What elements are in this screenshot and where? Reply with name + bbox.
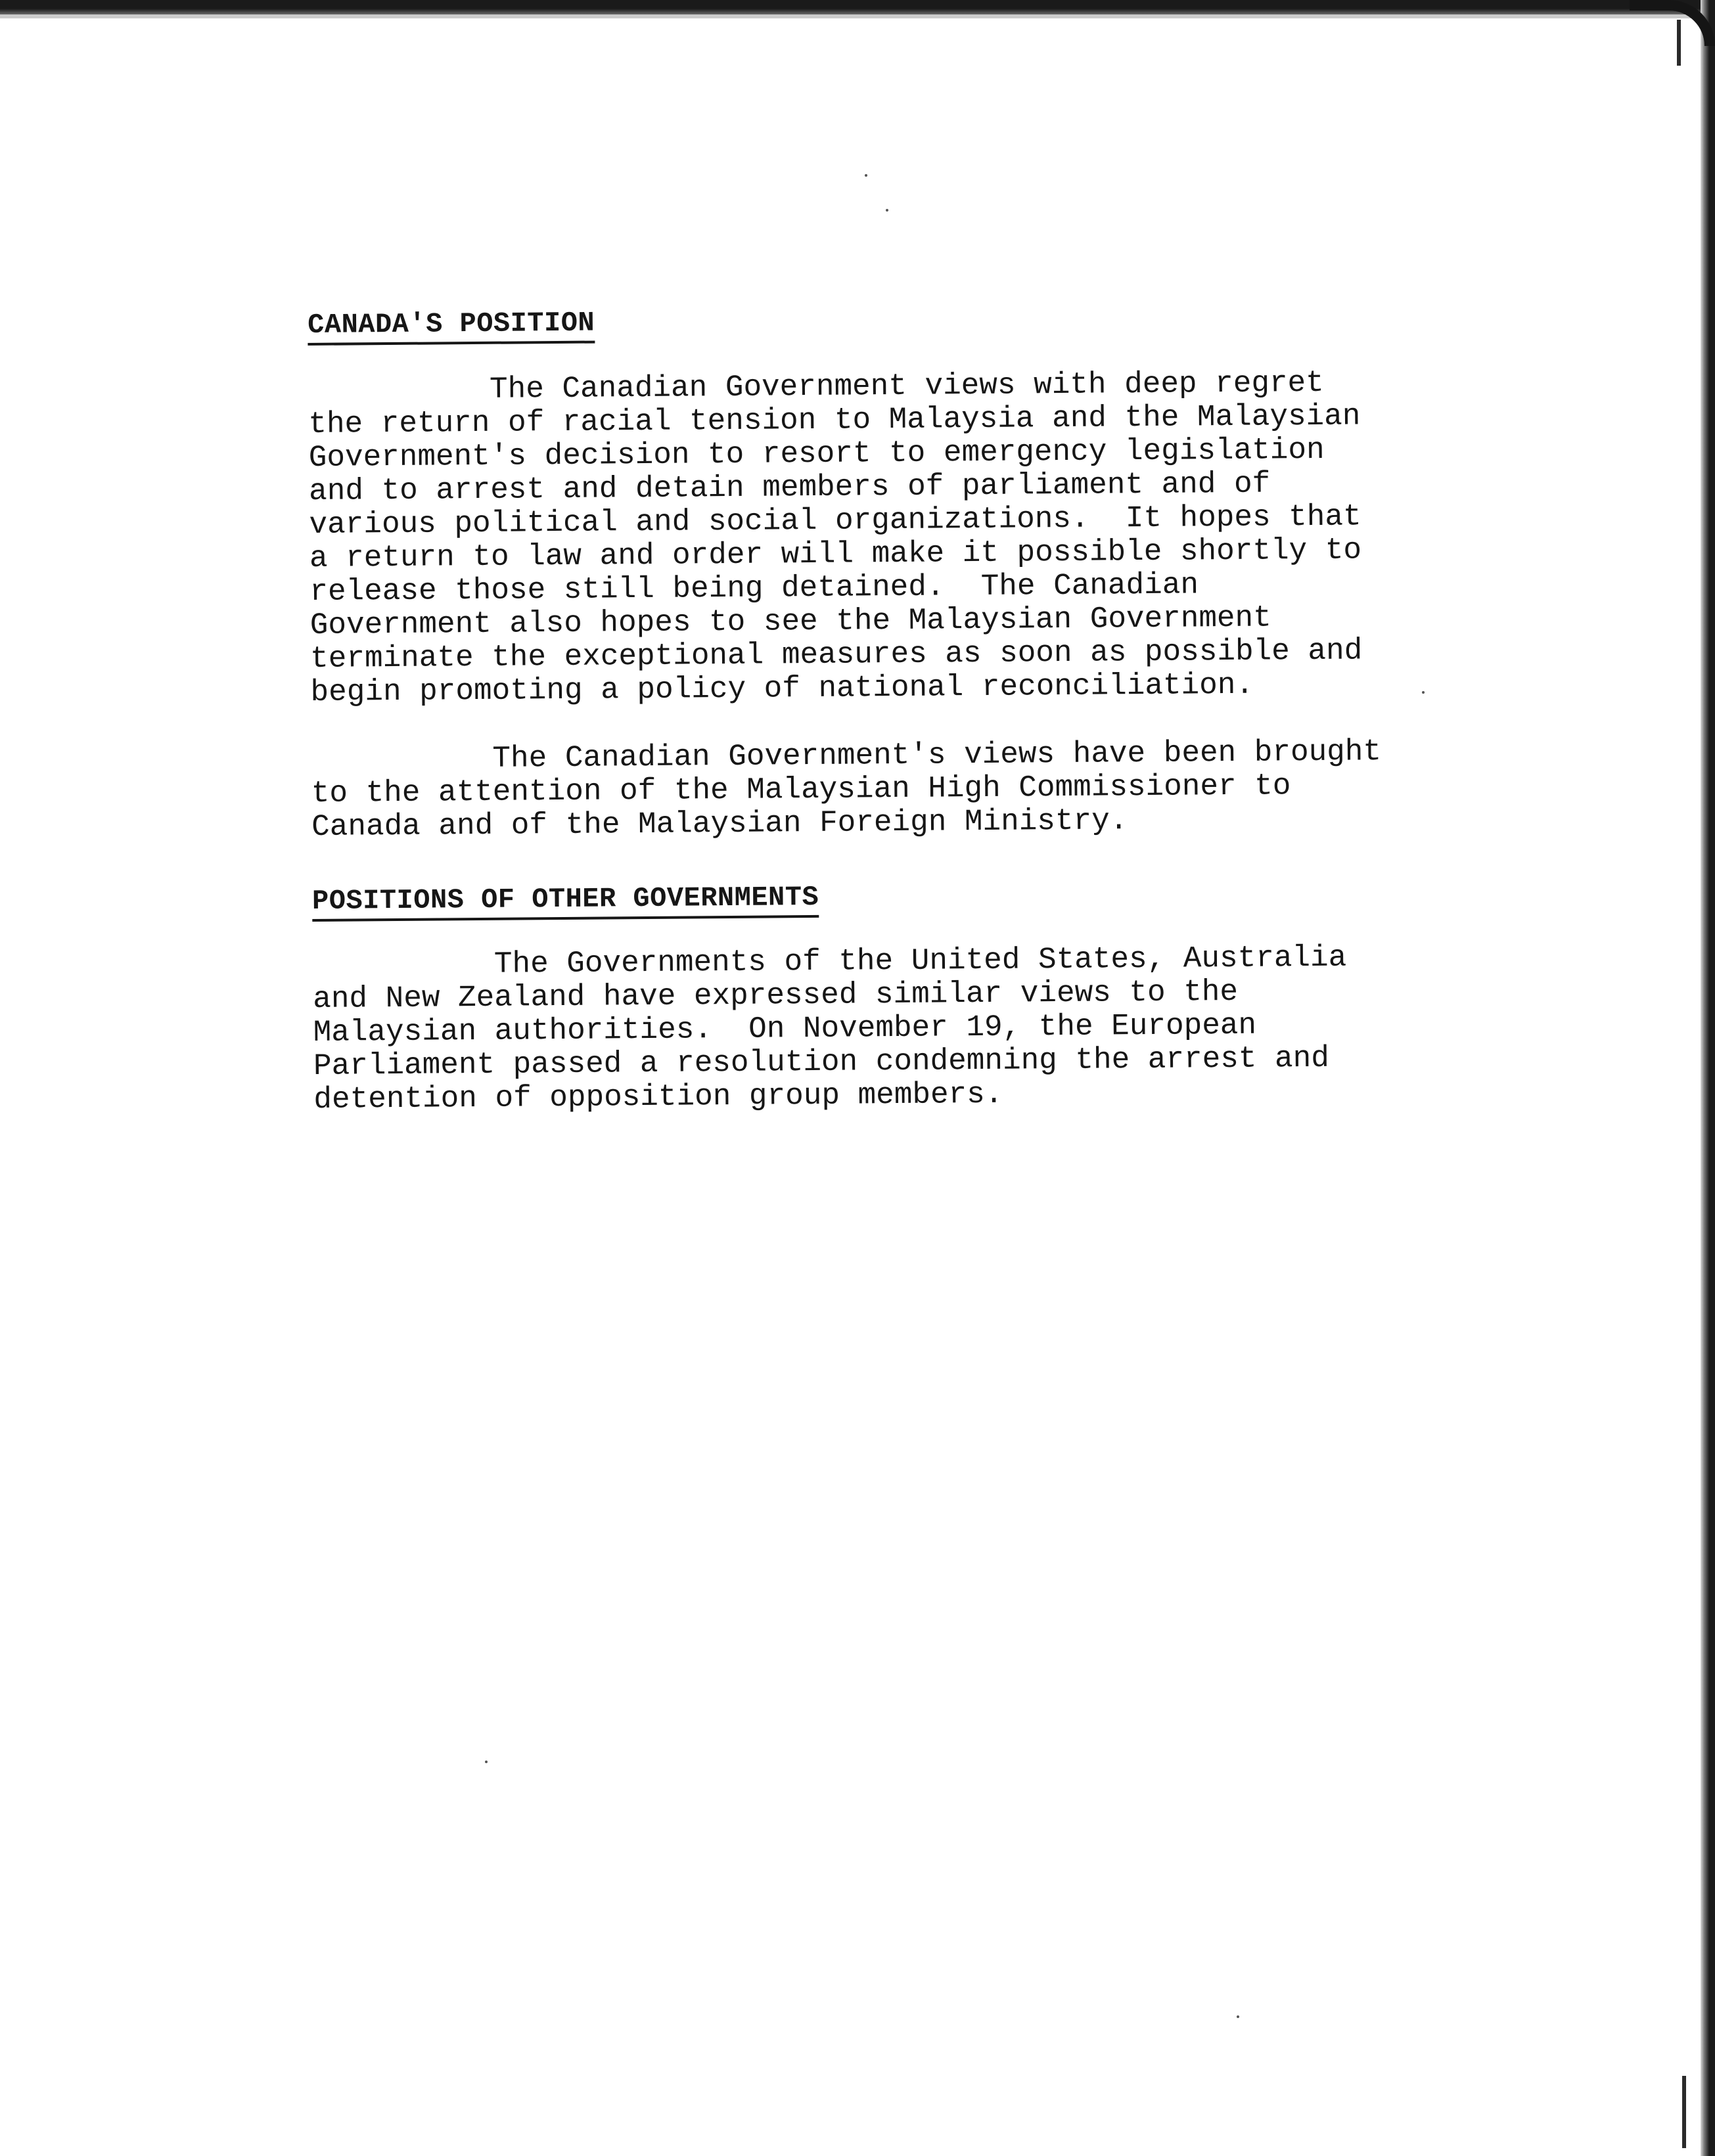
scan-speck [1237, 2015, 1239, 2018]
scan-speck [485, 1761, 488, 1763]
scan-edge-mark [1682, 2076, 1686, 2148]
text-line: The Canadian Government views with deep regret [308, 365, 1324, 408]
text-line: Government also hopes to see the Malaysian Government [309, 600, 1271, 642]
scan-top-edge [0, 0, 1715, 14]
scan-edge-mark [1677, 20, 1681, 66]
scan-right-edge [1701, 0, 1715, 2156]
document-body [308, 300, 1490, 1117]
paragraph-other-governments-views [313, 940, 1490, 1117]
text-line: the return of racial tension to Malaysia and the Malaysian [308, 399, 1361, 441]
text-line: detention of opposition group members. [313, 1077, 1003, 1117]
text-line: and New Zealand have expressed similar views to the [313, 974, 1239, 1016]
text-line: The Canadian Government's views have been brought [311, 734, 1382, 777]
text-line: The Governments of the United States, Australia [312, 940, 1347, 983]
text-line: Canada and of the Malaysian Foreign Ministry. [311, 803, 1128, 844]
scan-top-edge-shadow [0, 14, 1715, 18]
text-line: and to arrest and detain members of parliament and of [308, 466, 1271, 508]
text-line: release those still being detained. The Canadian [309, 568, 1199, 609]
scan-speck [865, 174, 867, 177]
text-line: Government's decision to resort to emergency legislation [308, 432, 1325, 475]
paragraph-canadian-government-views [308, 365, 1487, 709]
scan-speck [886, 209, 888, 212]
text-line: begin promoting a policy of national reconciliation. [310, 667, 1254, 709]
text-line: a return to law and order will make it possible shortly to [309, 533, 1362, 575]
text-line: terminate the exceptional measures as soon as possible and [309, 633, 1363, 676]
text-line: to the attention of the Malaysian High Commissioner to [311, 769, 1291, 811]
section-heading-other-governments: POSITIONS OF OTHER GOVERNMENTS [312, 881, 819, 922]
text-line: various political and social organizations. It hopes that [309, 499, 1361, 542]
text-line: Malaysian authorities. On November 19, the European [313, 1008, 1257, 1050]
section-heading-canadas-position: CANADA'S POSITION [308, 307, 595, 346]
paragraph-views-brought-to-attention [311, 734, 1488, 844]
text-line: Parliament passed a resolution condemning the arrest and [313, 1041, 1330, 1083]
